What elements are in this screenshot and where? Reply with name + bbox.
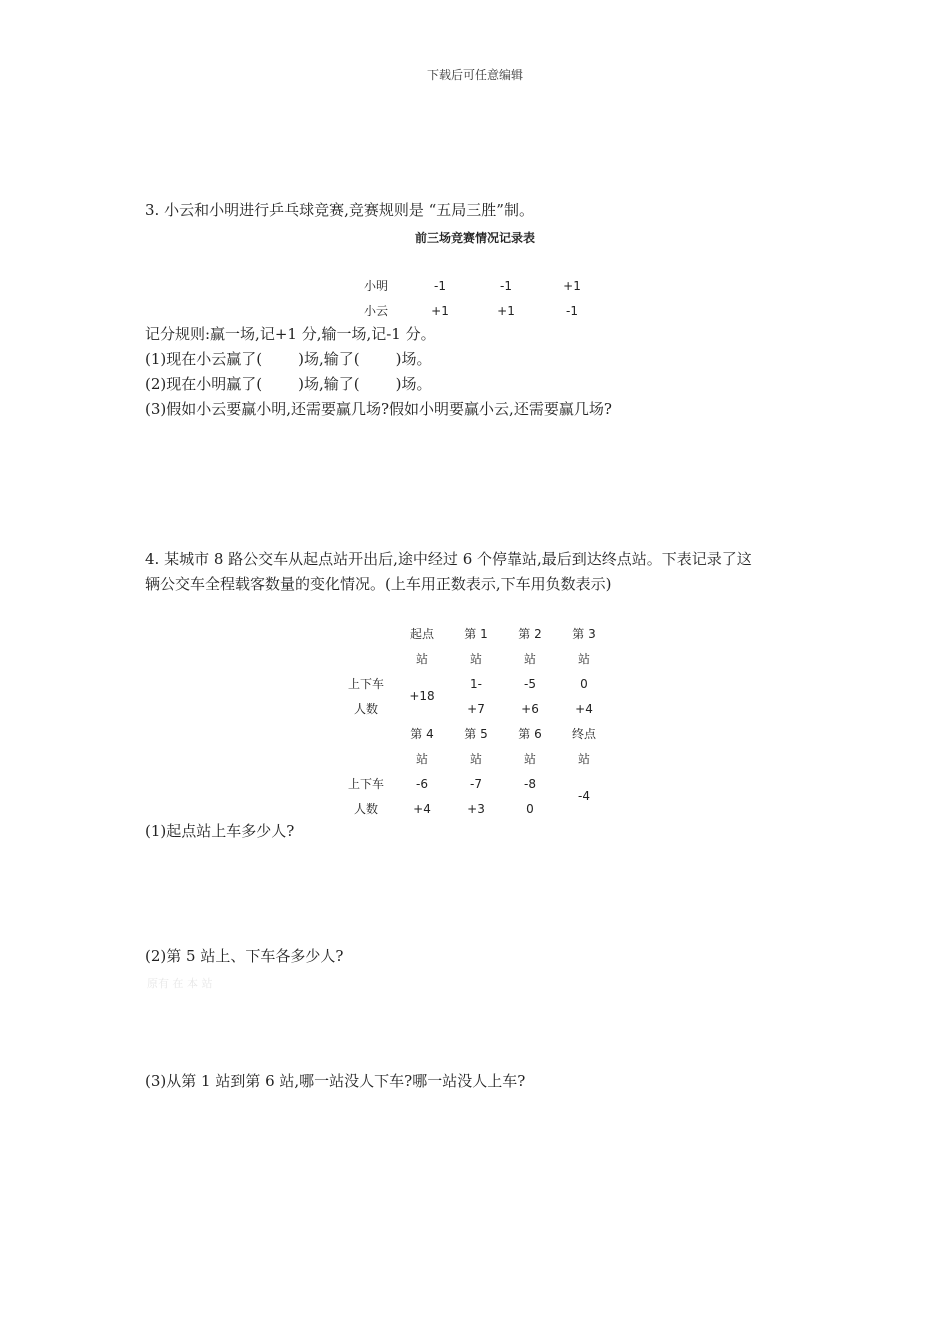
- table-row: [337, 771, 611, 796]
- header-cell: 站: [415, 752, 428, 766]
- table-row: [345, 273, 605, 298]
- row-label: 上下车: [347, 677, 384, 691]
- table-cell: -7: [470, 776, 482, 791]
- table-row: [337, 621, 611, 646]
- empty-cell: [337, 621, 395, 646]
- table-cell: 0: [580, 676, 588, 691]
- table-row: [337, 696, 611, 721]
- bus-passenger-table: [337, 621, 611, 821]
- question-4-sub-3: (3)从第 1 站到第 6 站,哪一站没人下车?哪一站没人上车?: [145, 1072, 526, 1090]
- text-segment: )场,输了(: [298, 350, 360, 368]
- table-cell: 0: [526, 801, 534, 816]
- text-segment: )场,输了(: [298, 375, 360, 393]
- row-label: 人数: [353, 802, 378, 816]
- question-4-sub-2: (2)第 5 站上、下车各多少人?: [145, 947, 344, 965]
- match-record-table: [345, 273, 605, 323]
- text-segment: )场。: [395, 375, 432, 393]
- header-cell: 第 2: [518, 627, 542, 641]
- question-3-sub-3: (3)假如小云要赢小明,还需要赢几场?假如小明要赢小云,还需要赢几场?: [145, 400, 612, 418]
- row-label: 上下车: [347, 777, 384, 791]
- text-segment: (2)现在小明赢了(: [145, 375, 263, 393]
- question-4-title-line-1: 4. 某城市 8 路公交车从起点站开出后,途中经过 6 个停靠站,最后到达终点站。下表记录了这: [145, 550, 752, 568]
- table-cell: +7: [467, 701, 485, 716]
- header-cell: 站: [469, 752, 482, 766]
- header-cell: 站: [415, 652, 428, 666]
- faint-text: 原有 在 本 站: [147, 977, 213, 990]
- header-cell: 第 5: [464, 727, 488, 741]
- header-cell: 第 6: [518, 727, 542, 741]
- header-cell: 站: [577, 752, 590, 766]
- row-name: 小明: [363, 279, 388, 293]
- question-4-sub-1: (1)起点站上车多少人?: [145, 822, 295, 840]
- table-cell: +3: [467, 801, 485, 816]
- header-cell: 终点: [571, 727, 596, 741]
- table-cell: +4: [575, 701, 593, 716]
- question-3-title: 3. 小云和小明进行乒乓球竞赛,竞赛规则是 “五局三胜”制。: [145, 201, 534, 219]
- text-segment: )场。: [395, 350, 432, 368]
- header-cell: 站: [577, 652, 590, 666]
- table-cell: -8: [524, 776, 536, 791]
- empty-cell: [337, 721, 395, 746]
- header-cell: 站: [523, 752, 536, 766]
- row-label: 人数: [353, 702, 378, 716]
- table-cell: -6: [416, 776, 428, 791]
- table-cell: 1-: [470, 676, 482, 691]
- header-cell: 起点: [409, 627, 434, 641]
- table-cell: -4: [578, 789, 590, 803]
- table-row: [337, 746, 611, 771]
- page-header: 下载后可任意编辑: [426, 68, 523, 82]
- table-cell: -1: [434, 278, 446, 293]
- table-cell: +1: [497, 303, 515, 318]
- row-name: 小云: [363, 304, 388, 318]
- table-cell: +1: [563, 278, 581, 293]
- empty-cell: [337, 646, 395, 671]
- table-cell: +1: [431, 303, 449, 318]
- table-cell: +18: [409, 689, 435, 703]
- table-cell: -1: [566, 303, 578, 318]
- table-row: [337, 721, 611, 746]
- header-cell: 第 4: [410, 727, 434, 741]
- table-cell: +6: [521, 701, 539, 716]
- scoring-rule: 记分规则:赢一场,记+1 分,输一场,记-1 分。: [145, 325, 436, 343]
- question-3-sub-1: [145, 347, 431, 372]
- empty-cell: [337, 746, 395, 771]
- table-cell: -1: [500, 278, 512, 293]
- table-cell: -5: [524, 676, 536, 691]
- table-row: [345, 298, 605, 323]
- table-caption: 前三场竞赛情况记录表: [414, 231, 535, 245]
- text-segment: (1)现在小云赢了(: [145, 350, 263, 368]
- question-4-title-line-2: 辆公交车全程载客数量的变化情况。(上车用正数表示,下车用负数表示): [145, 575, 612, 593]
- question-3-sub-2: [145, 372, 431, 397]
- header-cell: 站: [469, 652, 482, 666]
- table-cell: +4: [413, 801, 431, 816]
- header-cell: 站: [523, 652, 536, 666]
- header-cell: 第 3: [572, 627, 596, 641]
- header-cell: 第 1: [464, 627, 488, 641]
- table-row: [337, 646, 611, 671]
- table-row: [337, 671, 611, 696]
